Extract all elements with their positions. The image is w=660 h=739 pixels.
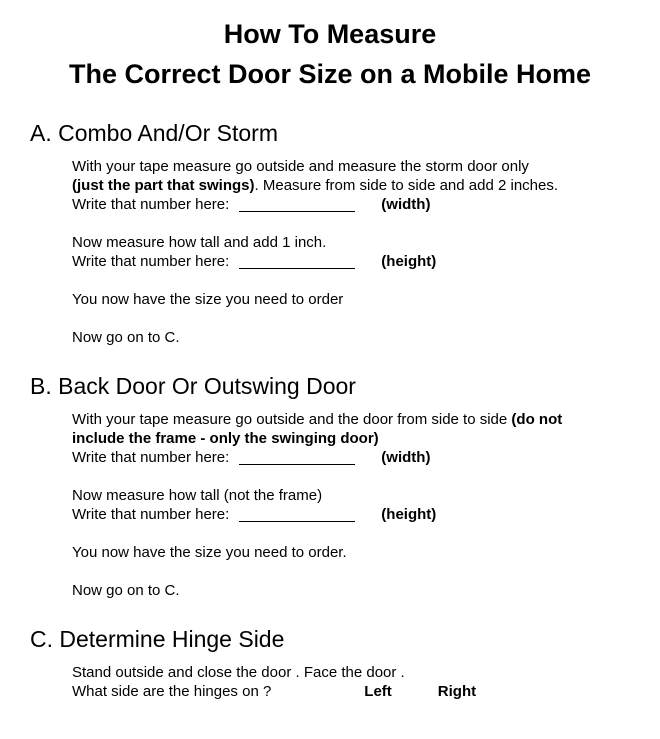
title-line-2: The Correct Door Size on a Mobile Home bbox=[68, 59, 592, 89]
write-number-label: Write that number here: bbox=[72, 449, 230, 466]
section-c-heading: C. Determine Hinge Side bbox=[30, 626, 285, 652]
section-b-height-label: (height) bbox=[381, 506, 437, 523]
document-title bbox=[0, 14, 660, 94]
section-c-instructions bbox=[72, 663, 630, 701]
section-a-width-group bbox=[72, 157, 630, 214]
section-b-height-entry-row bbox=[72, 505, 630, 524]
section-a-height-label: (height) bbox=[381, 253, 437, 270]
section-a-intro-rest: . Measure from side to side and add 2 inches. bbox=[254, 177, 559, 194]
section-b-next-step bbox=[72, 581, 630, 600]
section-b-heading: B. Back Door Or Outswing Door bbox=[30, 373, 356, 399]
write-number-label: Write that number here: bbox=[72, 253, 230, 270]
hinge-option-right: Right bbox=[437, 683, 477, 700]
section-a-height-intro: Now measure how tall and add 1 inch. bbox=[72, 234, 327, 251]
section-a-size-text: You now have the size you need to order bbox=[72, 291, 344, 308]
section-a-intro-bold: (just the part that swings) bbox=[72, 177, 255, 194]
section-a-width-label: (width) bbox=[381, 196, 431, 213]
section-b-intro-text: With your tape measure go outside and the door from side to side bbox=[72, 411, 508, 428]
hinge-question-text: What side are the hinges on ? bbox=[72, 683, 272, 700]
section-hinge-side bbox=[0, 626, 660, 701]
section-combo-storm bbox=[0, 120, 660, 347]
section-b-height-group bbox=[72, 486, 630, 524]
section-b-width-group bbox=[72, 410, 630, 467]
section-b-size-text: You now have the size you need to order. bbox=[72, 544, 347, 561]
section-b-width-entry-row bbox=[72, 448, 630, 467]
section-b-size-note bbox=[72, 543, 630, 562]
section-a-size-note bbox=[72, 290, 630, 309]
hinge-question-row bbox=[72, 682, 630, 701]
section-a-height-group bbox=[72, 233, 630, 271]
section-b-width-fill-line bbox=[239, 451, 355, 465]
section-a-width-fill-line bbox=[239, 198, 355, 212]
section-a-height-fill-line bbox=[239, 255, 355, 269]
section-b-height-intro: Now measure how tall (not the frame) bbox=[72, 487, 323, 504]
write-number-label: Write that number here: bbox=[72, 506, 230, 523]
section-a-width-entry-row bbox=[72, 195, 630, 214]
section-a-next-step bbox=[72, 328, 630, 347]
section-a-intro-text: With your tape measure go outside and measure the storm door only bbox=[72, 158, 529, 175]
write-number-label: Write that number here: bbox=[72, 196, 230, 213]
title-line-1: How To Measure bbox=[223, 19, 437, 49]
section-a-body bbox=[30, 157, 630, 347]
section-back-door bbox=[0, 373, 660, 600]
section-a-intro bbox=[72, 157, 630, 195]
section-a-heading: A. Combo And/Or Storm bbox=[30, 120, 278, 146]
hinge-option-left: Left bbox=[364, 683, 392, 700]
section-b-intro bbox=[72, 410, 630, 448]
section-a-height-entry-row bbox=[72, 252, 630, 271]
section-b-intro-bold-2: include the frame - only the swinging door) bbox=[72, 430, 379, 447]
section-b-height-fill-line bbox=[239, 508, 355, 522]
section-b-intro-bold-1: (do not bbox=[511, 411, 563, 428]
section-b-body bbox=[30, 410, 630, 600]
section-b-width-label: (width) bbox=[381, 449, 431, 466]
section-a-next-step-text: Now go on to C. bbox=[72, 329, 180, 346]
section-c-body bbox=[30, 663, 630, 701]
section-c-line-1: Stand outside and close the door . Face the door . bbox=[72, 664, 405, 681]
section-b-next-step-text: Now go on to C. bbox=[72, 582, 180, 599]
